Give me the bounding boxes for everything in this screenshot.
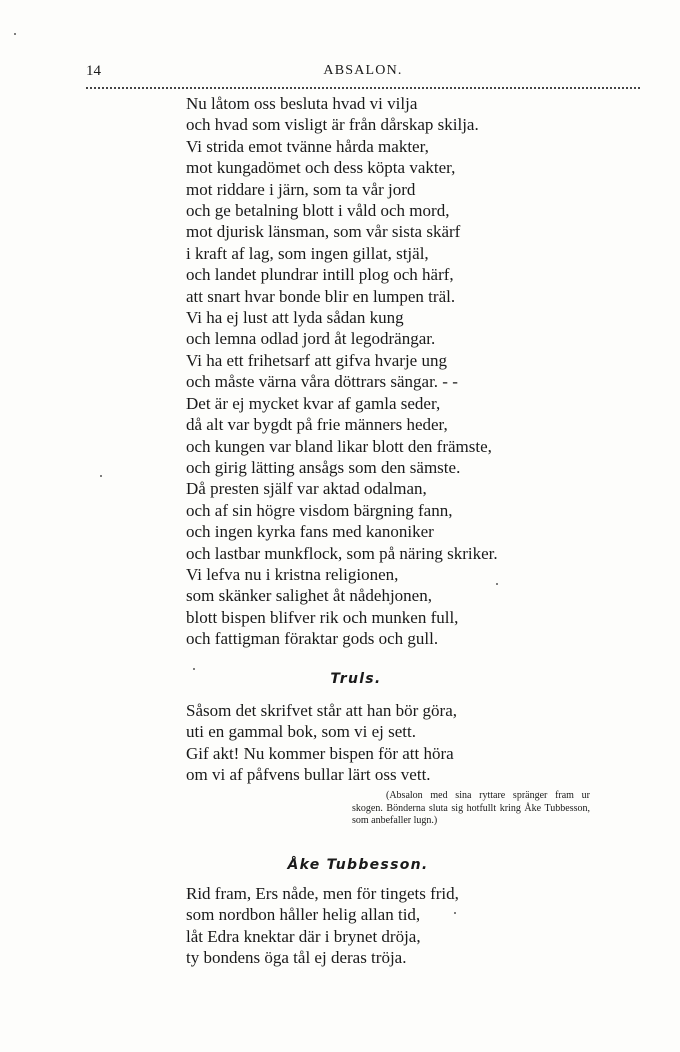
verse-ake [186,883,459,969]
verse-line: Rid fram, Ers nåde, men för tingets frid, [186,884,459,903]
verse-line: och måste värna våra döttrars sängar. - - [186,372,458,392]
verse-line: att snart hvar bonde blir en lumpen träl. [186,286,456,306]
verse-line: och kungen var bland likar blott den främste, [186,436,492,456]
speaker-truls: Truls. [330,671,382,687]
verse-line: då alt var bygdt på frie männers heder, [186,415,448,435]
verse-line: Då presten själf var aktad odalman, [186,479,427,499]
verse-line: och ge betalning blott i våld och mord, [186,201,450,221]
verse-line: mot djurisk länsman, som vår sista skärf [186,222,461,242]
verse-line: Vi lefva nu i kristna religionen, [186,564,399,584]
verse-line: och landet plundrar intill plog och härf, [186,265,454,285]
verse-line: Vi strida emot tvänne hårda makter, [186,136,429,156]
verse-line: Såsom det skrifvet står att han bör göra, [186,701,457,720]
page-number: 14 [86,63,101,79]
paper-speck [496,583,498,585]
verse-line: och lastbar munkflock, som på näring skriker. [186,543,498,563]
paper-speck [100,475,102,477]
running-header [86,63,640,89]
verse-line: mot riddare i järn, som ta vår jord [186,179,416,199]
verse-truls [186,700,457,786]
verse-line: och lemna odlad jord åt legodrängar. [186,329,436,349]
verse-line: om vi af påfvens bullar lärt oss vett. [186,765,431,785]
verse-line: i kraft af lag, som ingen gillat, stjäl, [186,243,429,263]
verse-line: Nu låtom oss besluta hvad vi vilja [186,94,418,113]
verse-line: Gif akt! Nu kommer bispen för att höra [186,743,454,763]
verse-main [186,93,498,650]
verse-line: och fattigman föraktar gods och gull. [186,629,439,649]
paper-speck [193,668,195,670]
verse-line: och ingen kyrka fans med kanoniker [186,522,434,542]
verse-line: Det är ej mycket kvar af gamla seder, [186,393,441,413]
paper-speck [454,912,456,914]
verse-line: och af sin högre visdom bärgning fann, [186,500,453,520]
verse-line: och hvad som visligt är från dårskap skilja. [186,115,479,135]
stage-direction: (Absalon med sina ryttare spränger fram ur skogen. Bönderna sluta sig hotfullt kring Åke Tubbesson, som anbefaller lugn.) [352,790,590,827]
verse-line: och girig lätting ansågs som den sämste. [186,457,461,477]
paper-speck [14,33,16,35]
verse-line: Vi ha ett frihetsarf att gifva hvarje ung [186,350,447,370]
speaker-ake-tubbesson: Åke Tubbesson. [287,857,429,873]
verse-line: blott bispen blifver rik och munken full, [186,607,459,627]
verse-line: ty bondens öga tål ej deras tröja. [186,948,407,968]
verse-line: Vi ha ej lust att lyda sådan kung [186,308,404,328]
running-title: ABSALON. [323,63,403,78]
verse-line: uti en gammal bok, som vi ej sett. [186,722,416,742]
verse-line: låt Edra knektar där i brynet dröja, [186,926,421,946]
verse-line: som nordbon håller helig allan tid, [186,905,421,925]
verse-line: som skänker salighet åt nådehjonen, [186,586,432,606]
verse-line: mot kungadömet och dess köpta vakter, [186,158,456,178]
